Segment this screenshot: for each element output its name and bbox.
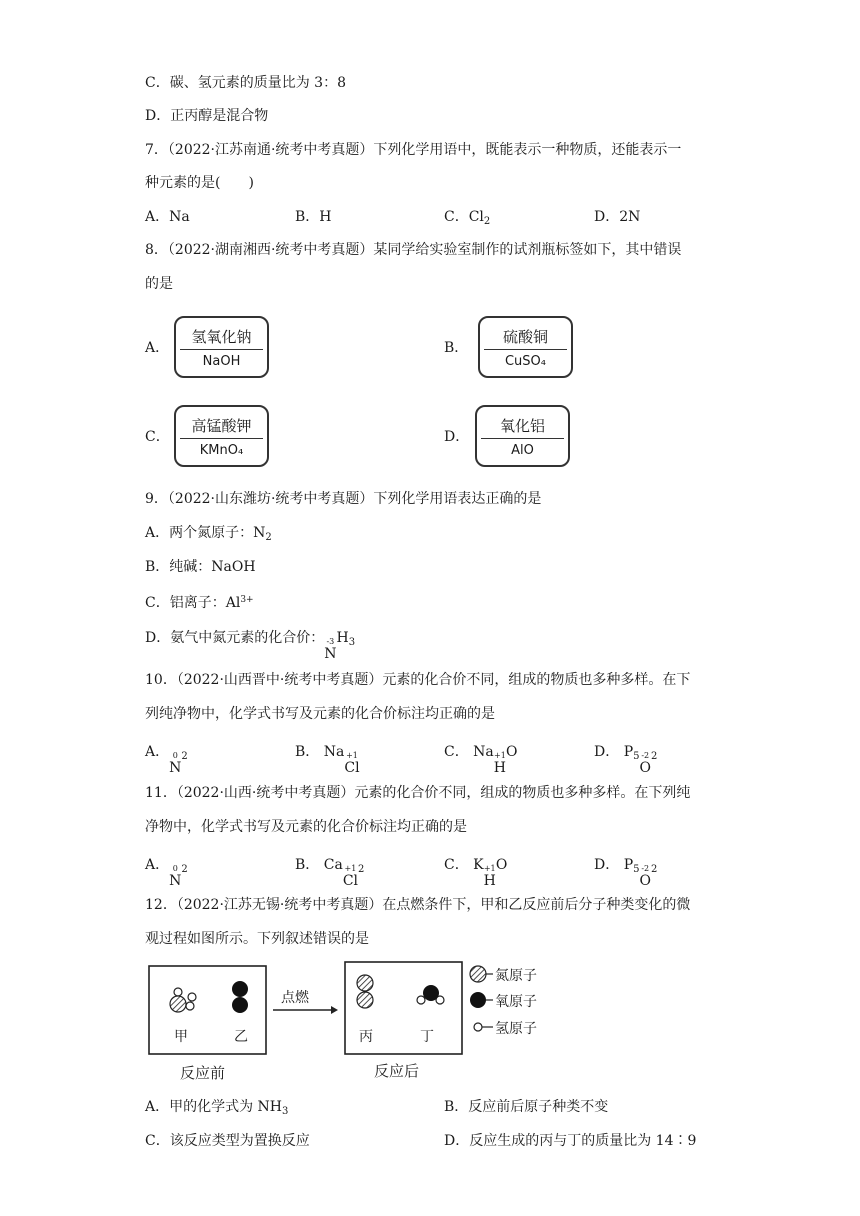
yi-o-atom-1 — [232, 981, 248, 997]
q11-stem-line1: 11．（2022·山西·统考中考真题）元素的化合价不同，组成的物质也多种多样。在下列纯 — [145, 785, 691, 801]
q12-stem-line2: 观过程如图所示。下列叙述错误的是 — [145, 931, 369, 947]
q7-option-d: D．2N — [594, 209, 641, 225]
label-ignite: 点燃 — [281, 990, 309, 1006]
q7-option-c: C．$Cl_2$ — [444, 209, 491, 227]
label-ding: 丁 — [420, 1029, 434, 1045]
q12-stem-line1: 12．（2022·江苏无锡·统考中考真题）在点燃条件下，甲和乙反应前后分子种类变化的微 — [145, 897, 691, 913]
label-before: 反应前 — [180, 1064, 226, 1082]
q7-stem-line2: 种元素的是( ) — [145, 175, 254, 191]
q9-stem: 9．（2022·山东潍坊·统考中考真题）下列化学用语表达正确的是 — [145, 491, 542, 507]
q8-label-a-formula: NaOH — [202, 354, 241, 369]
q8-label-c-formula: KMnO₄ — [199, 443, 244, 458]
legend-h-label: 氢原子 — [495, 1021, 537, 1037]
label-jia: 甲 — [174, 1029, 188, 1045]
q11-option-d: D． $P_5$ -2 O $_2$ — [594, 857, 658, 889]
q8-label-a-name: 氢氧化钠 — [191, 328, 252, 346]
ding-h-atom-1 — [417, 996, 425, 1004]
q10-option-a: A． 0 N $_2$ — [145, 744, 188, 776]
q7-option-b: B．H — [295, 209, 332, 225]
bing-n-atom-1 — [357, 975, 373, 991]
ding-o-atom — [423, 985, 439, 1001]
legend-n-label: 氮原子 — [495, 968, 537, 984]
q7-stem-line1: 7．（2022·江苏南通·统考中考真题）下列化学用语中，既能表示一种物质，还能表示一 — [145, 142, 682, 158]
q10-option-c: C． Na +1 H O — [444, 744, 518, 776]
yi-o-atom-2 — [232, 997, 248, 1013]
label-yi: 乙 — [234, 1029, 248, 1045]
label-bing: 丙 — [359, 1029, 373, 1045]
q8-option-b-letter: B． — [444, 340, 469, 356]
q8-label-d — [475, 405, 570, 467]
jia-h-atom-2 — [188, 993, 196, 1001]
q11-option-a: A． 0 N $_2$ — [145, 857, 188, 889]
q8-stem-line2: 的是 — [145, 276, 173, 292]
q8-label-d-name: 氧化铝 — [499, 417, 545, 435]
arrow-head — [331, 1006, 338, 1014]
q10-stem-line2: 列纯净物中，化学式书写及元素的化合价标注均正确的是 — [145, 706, 495, 722]
label-after: 反应后 — [374, 1062, 420, 1080]
legend-n-symbol — [470, 966, 486, 982]
q11-option-b: B． Ca +1 Cl $_2$ — [295, 857, 365, 889]
q8-label-d-formula: AlO — [511, 443, 534, 458]
q8-stem-line1: 8．（2022·湖南湘西·统考中考真题）某同学给实验室制作的试剂瓶标签如下，其中错误 — [145, 242, 682, 258]
q12-reaction-diagram — [148, 960, 568, 1085]
q6-option-c: C．碳、氢元素的质量比为 3：8 — [145, 75, 346, 91]
q8-label-a — [174, 316, 269, 378]
q10-option-b: B． Na +1 Cl — [295, 744, 360, 776]
q9-option-c: C．铝离子：$Al^{3+}$ — [145, 595, 254, 611]
q12-option-a: A．甲的化学式为 $NH_3$ — [145, 1099, 289, 1117]
before-box — [149, 966, 266, 1054]
q8-option-d-letter: D． — [444, 429, 470, 445]
bing-n-atom-2 — [357, 992, 373, 1008]
q11-stem-line2: 净物中，化学式书写及元素的化合价标注均正确的是 — [145, 819, 467, 835]
jia-h-atom-3 — [186, 1002, 194, 1010]
legend-o-symbol — [470, 992, 486, 1008]
legend-o-label: 氧原子 — [495, 994, 537, 1010]
q9-option-d: D．氨气中氮元素的化合价： -3 N $H_3$ — [145, 630, 356, 662]
q11-option-c: C． K +1 H O — [444, 857, 508, 889]
q8-option-a-letter: A． — [145, 340, 170, 356]
q8-label-b-formula: CuSO₄ — [504, 354, 546, 369]
q8-label-b-name: 硫酸铜 — [502, 328, 548, 346]
jia-n-atom — [170, 996, 186, 1012]
q8-label-c-name: 高锰酸钾 — [191, 417, 252, 435]
q6-option-d: D．正丙醇是混合物 — [145, 108, 269, 124]
q12-option-b: B．反应前后原子种类不变 — [444, 1099, 609, 1115]
legend-h-symbol — [474, 1023, 482, 1031]
q12-option-c: C．该反应类型为置换反应 — [145, 1133, 310, 1149]
q8-option-c-letter: C． — [145, 429, 170, 445]
q12-option-d: D．反应生成的丙与丁的质量比为 14∶9 — [444, 1133, 697, 1149]
q8-label-b — [478, 316, 573, 378]
q7-option-a: A．Na — [145, 209, 190, 225]
q8-label-c — [174, 405, 269, 467]
q9-option-b: B．纯碱：NaOH — [145, 559, 256, 575]
q10-stem-line1: 10．（2022·山西晋中·统考中考真题）元素的化合价不同，组成的物质也多种多样。在下 — [145, 672, 691, 688]
jia-h-atom-1 — [174, 988, 182, 996]
q9-option-a: A．两个氮原子：$N_2$ — [145, 525, 272, 543]
q10-option-d: D． $P_5$ -2 O $_2$ — [594, 744, 658, 776]
